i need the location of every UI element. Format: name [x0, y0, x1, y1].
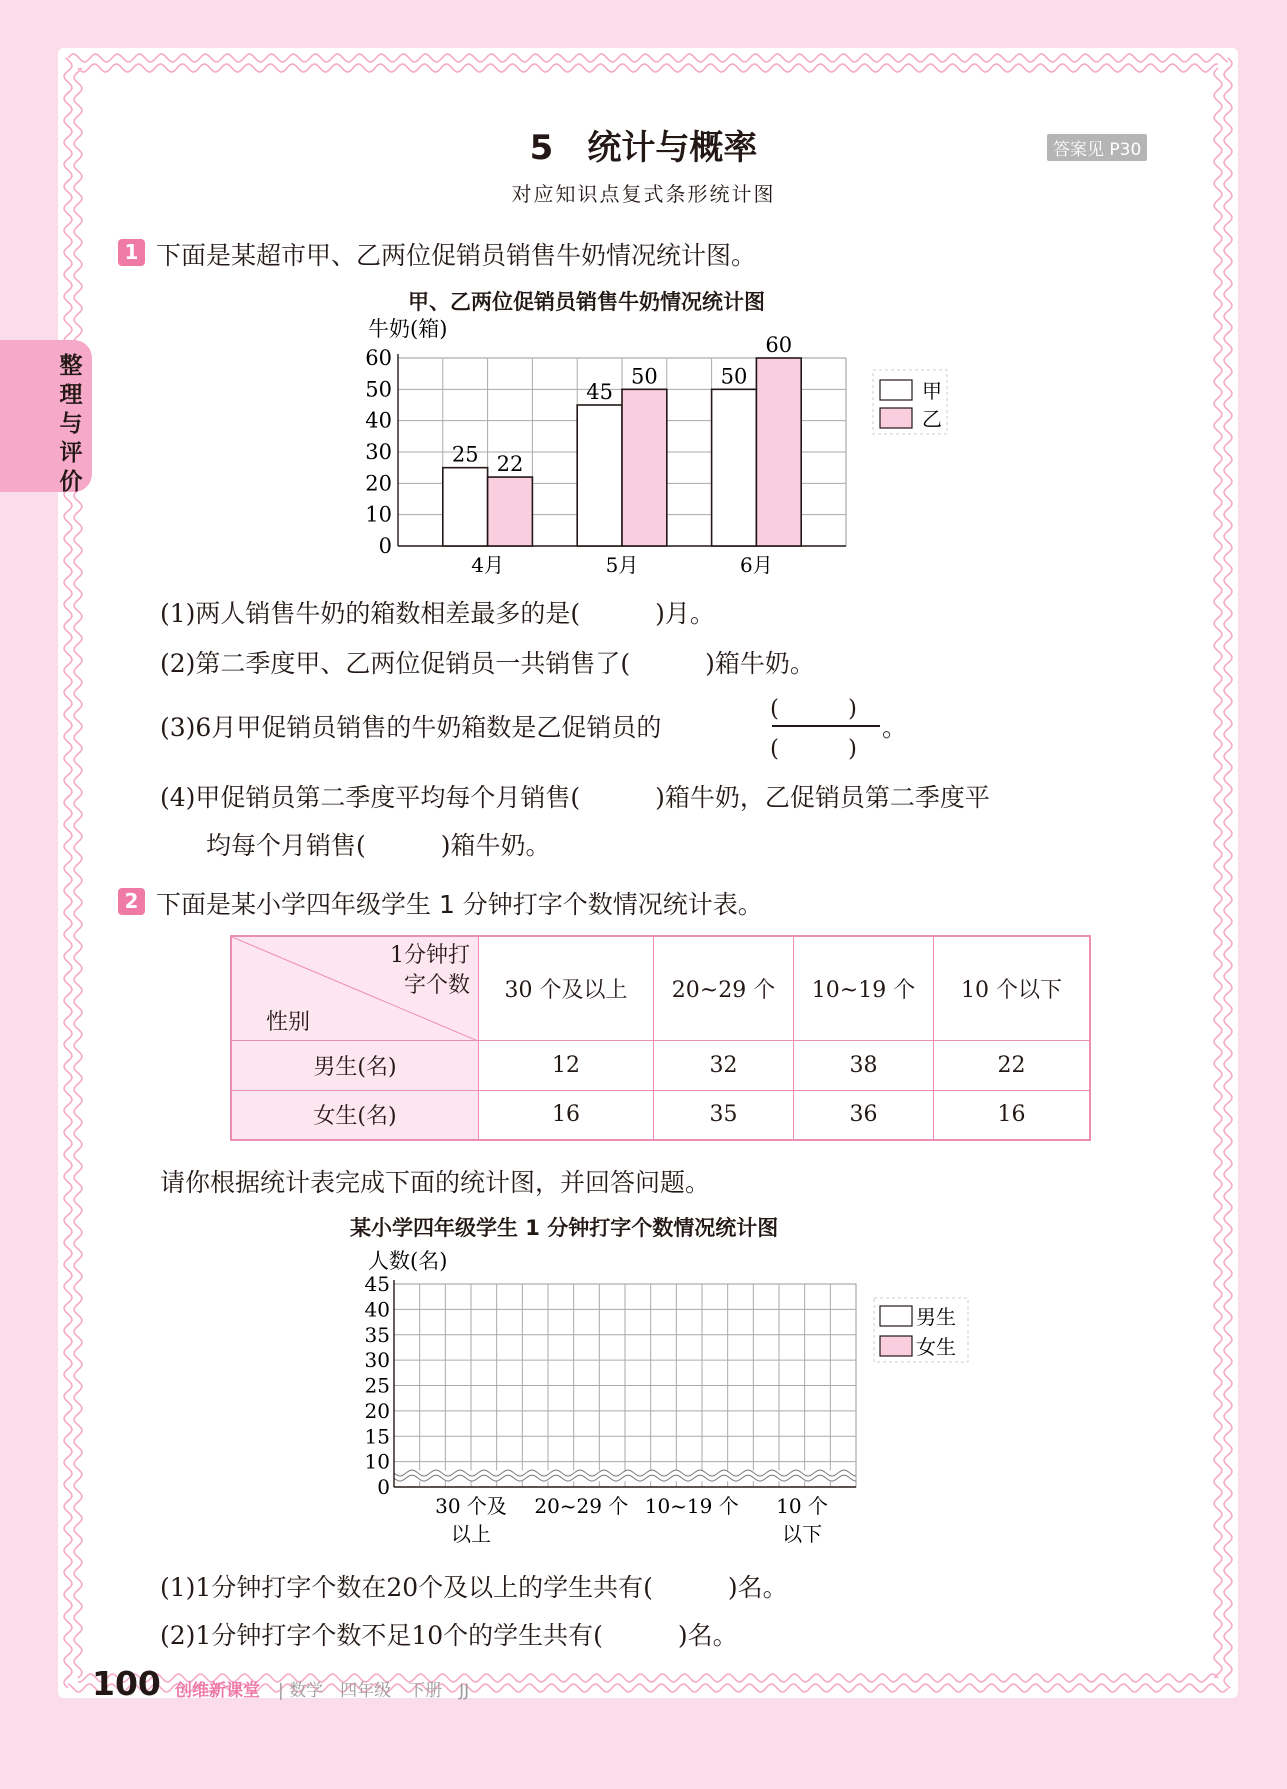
footer-brand: 创维新课堂: [175, 1681, 260, 1701]
chart2-title: 某小学四年级学生 1 分钟打字个数情况统计图: [350, 1216, 779, 1240]
chart1-legend-label: 乙: [922, 407, 942, 431]
table-cell: 38: [794, 1040, 934, 1090]
table-header: 10 个以下: [934, 936, 1091, 1040]
table-cell: 35: [654, 1090, 794, 1140]
chart1-xtick-label: 4月: [471, 553, 504, 577]
chart1-ytick-label: 30: [365, 440, 392, 464]
chart2-ytick-label: 20: [364, 1398, 390, 1423]
fraction-denominator: ( ): [770, 736, 857, 762]
question-2-number: 2: [118, 888, 145, 915]
chart1-data-label: 22: [496, 452, 524, 477]
corner-header-line2: 字个数: [403, 973, 470, 998]
page-number: 100: [92, 1664, 161, 1703]
chart1-title: 甲、乙两位促销员销售牛奶情况统计图: [408, 290, 765, 314]
table-header: 10~19 个: [794, 936, 934, 1040]
answer-reference-badge: 答案见 P30: [1047, 134, 1147, 161]
corner-header-line1: 1分钟打: [390, 943, 470, 968]
corner-header-gender: 性别: [266, 1009, 311, 1035]
page-title: 5 统计与概率: [529, 128, 758, 168]
table-cell: 22: [934, 1040, 1091, 1090]
chart1-xtick-label: 5月: [605, 553, 639, 577]
chart1-data-label: 60: [765, 333, 793, 357]
chart2-ytick-label: 45: [364, 1272, 390, 1296]
chart1-ytick-label: 10: [365, 502, 392, 527]
table-cell: 36: [794, 1090, 934, 1140]
table-cell: 32: [654, 1040, 794, 1090]
chart2-xtick-label: 20~29 个: [534, 1494, 629, 1518]
chart1-ytick-label: 50: [365, 377, 392, 402]
question-2-sub1[interactable]: (1)1分钟打字个数在20个及以上的学生共有( )名。: [160, 1573, 788, 1602]
question-2-text: 下面是某小学四年级学生 1 分钟打字个数情况统计表。: [156, 890, 763, 919]
chart1-legend-label: 甲: [922, 379, 942, 403]
question-1-sub1: (1)两人销售牛奶的箱数相差最多的是( )月。: [160, 599, 715, 628]
chart2-ytick-label: 35: [364, 1322, 390, 1347]
chart1-xtick-label: 6月: [740, 553, 773, 577]
chart1-ylabel: 牛奶(箱): [368, 317, 448, 341]
chart1-ytick-label: 40: [365, 408, 392, 433]
chart2-legend-label: 女生: [916, 1335, 956, 1359]
chart2-ytick-label: 10: [364, 1449, 390, 1474]
chart2-xtick-label: 10~19 个: [644, 1494, 739, 1518]
table-header: 30 个及以上: [479, 936, 654, 1040]
row-label-boys: 男生(名): [231, 1040, 479, 1090]
chart2-ytick-label: 0: [377, 1475, 390, 1499]
chart1-data-label: 45: [586, 380, 613, 404]
chart1-ytick-label: 60: [365, 346, 392, 370]
chart1-ytick-label: 0: [378, 534, 392, 558]
question-1-sub2: (2)第二季度甲、乙两位促销员一共销售了( )箱牛奶。: [160, 649, 815, 678]
chart1-ytick-label: 20: [365, 471, 392, 496]
chart2-ylabel: 人数(名): [368, 1249, 448, 1273]
chart2-legend-swatch: [880, 1306, 912, 1326]
question-1-sub3: (3)6月甲促销员销售的牛奶箱数是乙促销员的: [160, 713, 662, 742]
chart2-ytick-label: 15: [364, 1424, 390, 1449]
footer-info: | 数学 四年级 下册 JJ: [278, 1681, 470, 1701]
chart2-xtick-label: 10 个: [776, 1494, 829, 1518]
page-subtitle: 对应知识点复式条形统计图: [511, 182, 776, 206]
chart2-legend-label: 男生: [916, 1305, 956, 1329]
table-header: 20~29 个: [654, 936, 794, 1040]
chart1-data-label: 50: [631, 364, 658, 389]
chart2-xtick-label: 30 个及: [435, 1494, 507, 1518]
chart2-xtick-label: 以下: [782, 1522, 823, 1546]
question-1-number: 1: [118, 239, 145, 266]
question-1-text: 下面是某超市甲、乙两位促销员销售牛奶情况统计图。: [156, 241, 757, 270]
fraction-end: 。: [882, 713, 908, 742]
chart1-data-label: 25: [451, 442, 479, 467]
question-2-sub2[interactable]: (2)1分钟打字个数不足10个的学生共有( )名。: [160, 1621, 738, 1650]
table-cell: 16: [479, 1090, 654, 1140]
side-tab-label: 整理与评价: [59, 353, 83, 495]
table-cell: 16: [934, 1090, 1091, 1140]
chart1-data-label: 50: [720, 364, 748, 389]
row-label-girls: 女生(名): [231, 1090, 479, 1140]
question-2-instruction: 请你根据统计表完成下面的统计图，并回答问题。: [160, 1168, 711, 1197]
question-1-sub4a: (4)甲促销员第二季度平均每个月销售( )箱牛奶，乙促销员第二季度平: [160, 783, 990, 812]
question-1-sub4b: 均每个月销售( )箱牛奶。: [206, 831, 551, 860]
chart2-xtick-label: 以上: [451, 1522, 491, 1546]
chart2-ytick-label: 25: [364, 1373, 390, 1398]
fraction-numerator: ( ): [770, 696, 857, 722]
chart2-ytick-label: 30: [364, 1348, 390, 1373]
chart2-legend-swatch: [880, 1336, 912, 1356]
chart2-ytick-label: 40: [364, 1297, 390, 1322]
table-cell: 12: [479, 1040, 654, 1090]
